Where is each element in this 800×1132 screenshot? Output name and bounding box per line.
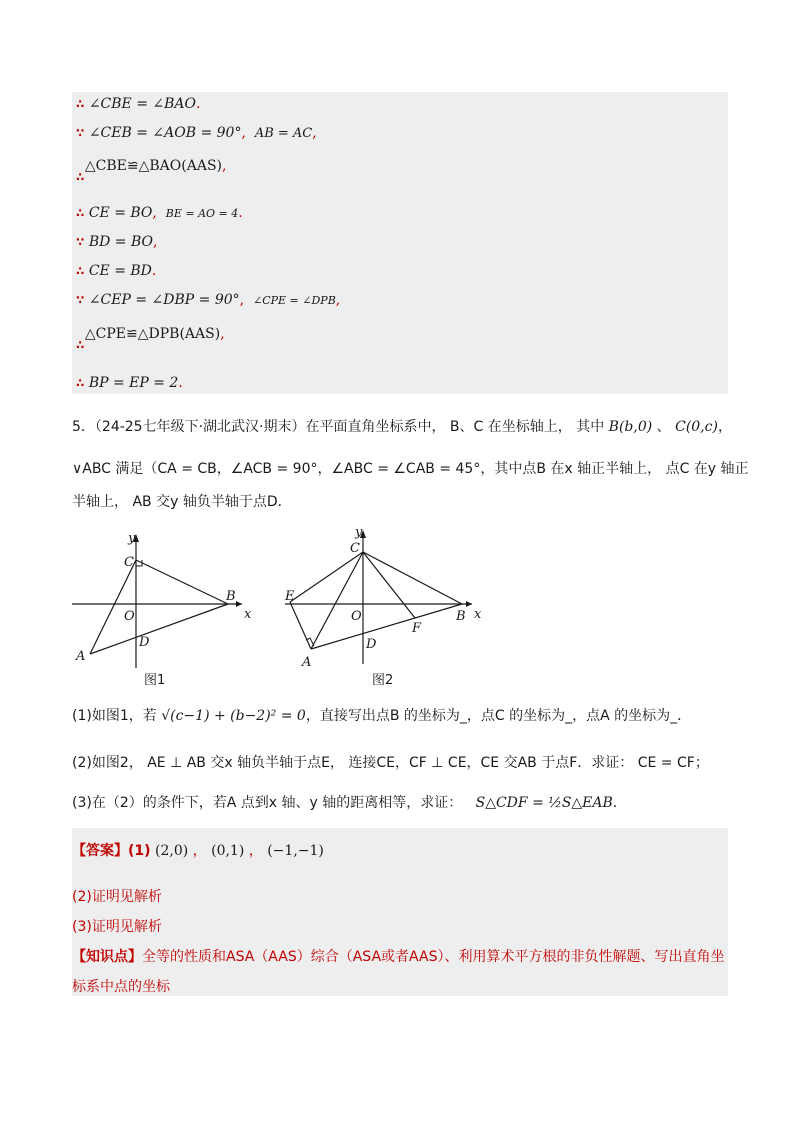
fig1-label-O: O bbox=[124, 609, 135, 624]
question-2: (2)如图2， AE ⊥ AB 交x 轴负半轴于点E， 连接CE，CF ⊥ CE，CE 交AB 于点F．求证： CE = CF； bbox=[72, 755, 709, 771]
problem-line-3: 半轴上， AB 交y 轴负半轴于点D． bbox=[72, 494, 292, 510]
answer-line-2: (2)证明见解析 bbox=[72, 889, 162, 905]
problem-line-1: 5．（24-25七年级下·湖北武汉·期末）在平面直角坐标系中， B、C 在坐标轴上， 其中 B(b,0) 、 C(0,c)， bbox=[72, 419, 732, 435]
fig2-label-C: C bbox=[350, 541, 360, 556]
question-1: (1)如图1，若 √(c−1) + (b−2)² = 0，直接写出点B 的坐标为_，点C 的坐标为_，点A 的坐标为_． bbox=[72, 708, 692, 724]
answer-line-3: (3)证明见解析 bbox=[72, 919, 162, 935]
fig2-label-E: E bbox=[285, 589, 295, 604]
fig2-caption: 图2 bbox=[372, 673, 394, 688]
proof-line-8: △CPE≌△DPB(AAS), bbox=[84, 326, 225, 342]
fig1-label-C: C bbox=[124, 555, 134, 570]
fig1-label-y: y bbox=[128, 531, 136, 546]
proof-line-4: ∴ CE = BO, BE = AO = 4. bbox=[76, 205, 243, 221]
proof-line-6: ∴ CE = BD. bbox=[76, 263, 157, 279]
figure-1 bbox=[72, 534, 242, 668]
proof-line-7: ∵ ∠CEP = ∠DBP = 90°, ∠CPE = ∠DPB, bbox=[76, 292, 341, 308]
fig1-caption: 图1 bbox=[144, 673, 166, 688]
fig2-label-O: O bbox=[351, 609, 362, 624]
question-3: (3)在（2）的条件下，若A 点到x 轴、y 轴的距离相等，求证： S△CDF = ½S△EAB． bbox=[72, 795, 627, 811]
answer-line-1: 【答案】(1) (2,0) ， (0,1) ， (−1,−1) bbox=[72, 843, 324, 859]
fig2-label-x: x bbox=[474, 607, 482, 622]
fig2-label-B: B bbox=[456, 609, 466, 624]
geometry-figures bbox=[70, 520, 510, 690]
knowledge-points-line-2: 标系中点的坐标 bbox=[72, 979, 170, 995]
fig2-label-D: D bbox=[366, 637, 377, 652]
fig1-label-B: B bbox=[226, 589, 236, 604]
problem-line-2: ∨ABC 满足（CA = CB，∠ACB = 90°，∠ABC = ∠CAB = 45°，其中点B 在x 轴正半轴上， 点C 在y 轴正 bbox=[72, 461, 749, 477]
fig2-label-y: y bbox=[355, 525, 363, 540]
therefore-symbol: ∴ bbox=[76, 170, 85, 184]
proof-line-9: ∴ BP = EP = 2. bbox=[76, 375, 183, 391]
therefore-symbol: ∴ bbox=[76, 338, 85, 352]
proof-line-1: ∴ ∠CBE = ∠BAO. bbox=[76, 96, 201, 112]
fig2-label-F: F bbox=[412, 621, 422, 636]
knowledge-points-line-1: 【知识点】全等的性质和ASA（AAS）综合（ASA或者AAS）、利用算术平方根的非负性解题、写出直角坐 bbox=[72, 949, 725, 965]
figure-2 bbox=[285, 530, 472, 664]
fig1-label-A: A bbox=[76, 649, 86, 664]
fig1-label-D: D bbox=[139, 635, 150, 650]
proof-line-5: ∵ BD = BO, bbox=[76, 234, 158, 250]
fig2-label-A: A bbox=[302, 655, 312, 670]
proof-line-3: △CBE≌△BAO(AAS), bbox=[84, 158, 227, 174]
fig1-label-x: x bbox=[244, 607, 252, 622]
proof-line-2: ∵ ∠CEB = ∠AOB = 90°, AB = AC, bbox=[76, 125, 317, 141]
